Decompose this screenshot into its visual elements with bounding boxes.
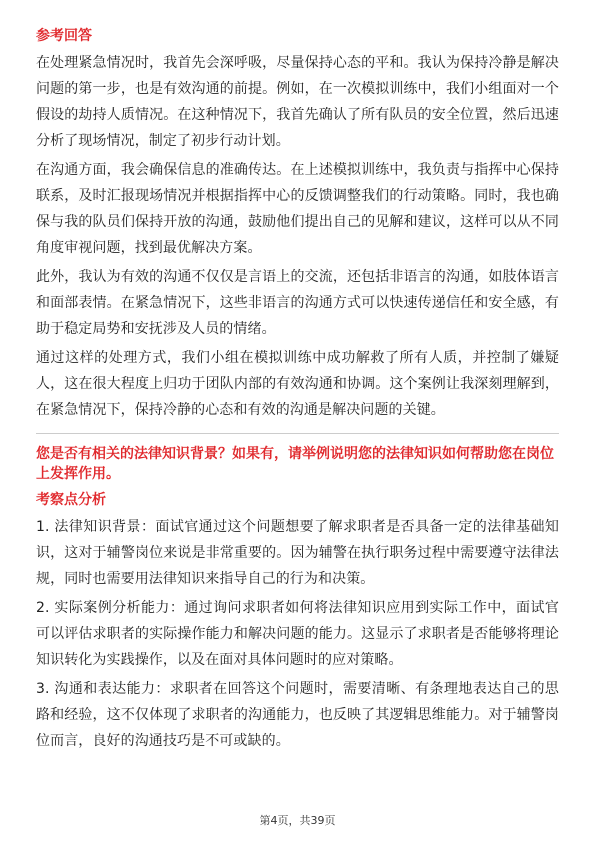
analysis-point: 1. 法律知识背景：面试官通过这个问题想要了解求职者是否具备一定的法律基础知识，这对于辅警岗位来说是非常重要的。因为辅警在执行职务过程中需要遵守法律法规，同时也需要用法律知识来指导自己的行为和决策。 xyxy=(36,519,559,587)
document-body xyxy=(36,26,559,757)
analysis-heading: 考察点分析 xyxy=(36,492,106,508)
answer-heading: 参考回答 xyxy=(36,28,92,44)
analysis-point: 3. 沟通和表达能力：求职者在回答这个问题时，需要清晰、有条理地表达自己的思路和经验，这不仅体现了求职者的沟通能力，也反映了其逻辑思维能力。对于辅警岗位而言，良好的沟通技巧是不可或缺的。 xyxy=(36,681,559,749)
interview-question: 您是否有相关的法律知识背景？如果有，请举例说明您的法律知识如何帮助您在岗位上发挥作用。 xyxy=(36,446,554,482)
answer-paragraph: 在处理紧急情况时，我首先会深呼吸，尽量保持心态的平和。我认为保持冷静是解决问题的第一步，也是有效沟通的前提。例如，在一次模拟训练中，我们小组面对一个假设的劫持人质情况。在这种情况下，我首先确认了所有队员的安全位置，然后迅速分析了现场情况，制定了初步行动计划。 xyxy=(36,55,559,149)
page-number: 第4页，共39页 xyxy=(259,814,336,827)
analysis-point: 2. 实际案例分析能力：通过询问求职者如何将法律知识应用到实际工作中，面试官可以评估求职者的实际操作能力和解决问题的能力。这显示了求职者是否能够将理论知识转化为实践操作，以及在面对具体问题时的应对策略。 xyxy=(36,600,559,668)
answer-paragraph: 在沟通方面，我会确保信息的准确传达。在上述模拟训练中，我负责与指挥中心保持联系，及时汇报现场情况并根据指挥中心的反馈调整我们的行动策略。同时，我也确保与我的队员们保持开放的沟通，鼓励他们提出自己的见解和建议，这样可以从不同角度审视问题，找到最优解决方案。 xyxy=(36,162,559,256)
answer-paragraph: 此外，我认为有效的沟通不仅仅是言语上的交流，还包括非语言的沟通，如肢体语言和面部表情。在紧急情况下，这些非语言的沟通方式可以快速传递信任和安全感，有助于稳定局势和安抚涉及人员的情绪。 xyxy=(36,269,559,337)
answer-paragraph: 通过这样的处理方式，我们小组在模拟训练中成功解救了所有人质，并控制了嫌疑人，这在很大程度上归功于团队内部的有效沟通和协调。这个案例让我深刻理解到，在紧急情况下，保持冷静的心态和有效的沟通是解决问题的关键。 xyxy=(36,350,559,418)
section-divider xyxy=(36,433,559,434)
